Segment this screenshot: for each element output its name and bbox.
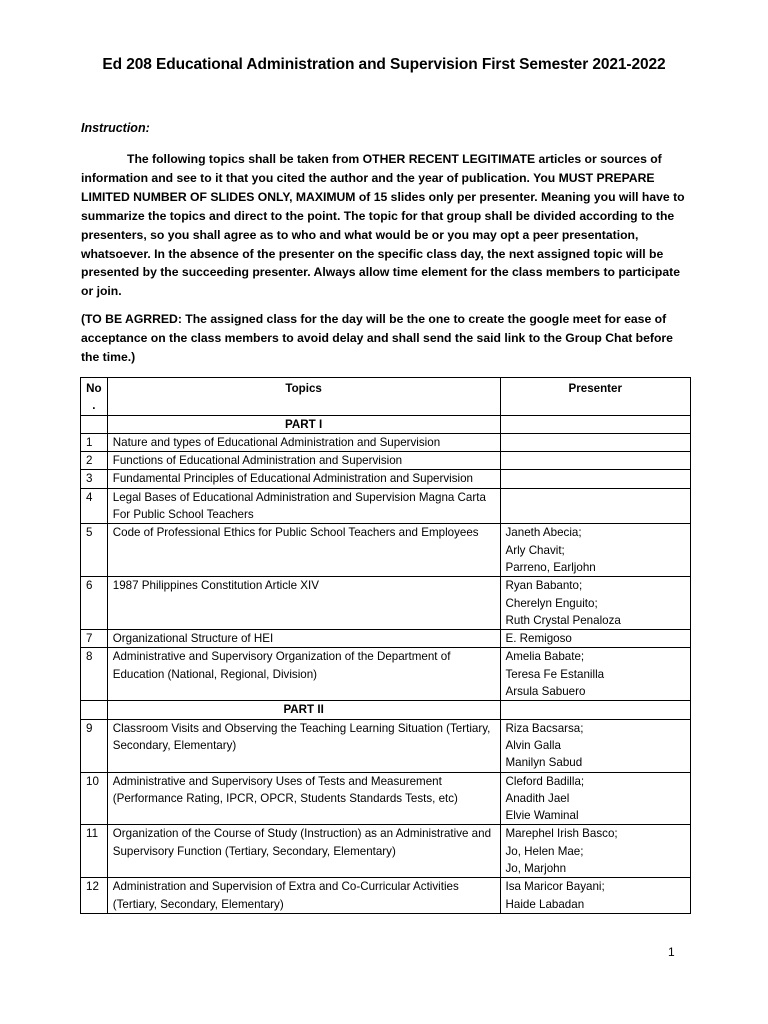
table-row <box>81 433 691 451</box>
row-presenters <box>500 577 691 630</box>
instruction-paragraph: The following topics shall be taken from OTHER RECENT LEGITIMATE articles or sources of information and see to it that you cited the author and the year of publication. You MUST PREPARE LIMITED NUMBER OF SLIDES ONLY, MAXIMUM of 15 slides only per presenter. Meaning you will have to summarize the topics and direct to the point. The topic for that group shall be divided according to the presenters, so you shall agree as to who and what would be or you may opt a peer presentation, whatsoever. In the absence of the presenter on the specific class day, the next assigned topic will be presented by the succeeding presenter. Always allow time element for the class members to participate or join. <box>81 152 685 299</box>
row-presenters <box>500 524 691 577</box>
part-no-cell <box>81 415 108 433</box>
row-presenters <box>500 488 691 524</box>
row-presenters <box>500 452 691 470</box>
part-presenter-cell <box>500 701 691 719</box>
table-row <box>81 452 691 470</box>
agreement-paragraph: (TO BE AGRRED: The assigned class for the day will be the one to create the google meet for ease of acceptance on the class members to avoid delay and shall send the said link to the Group Chat before the time.) <box>81 312 673 364</box>
presenter-name: Jo, Marjohn <box>505 862 567 876</box>
presenter-name: Manilyn Sabud <box>505 756 583 770</box>
row-presenters <box>500 433 691 451</box>
table-row <box>81 878 691 914</box>
presenter-name: Ryan Babanto; <box>505 579 583 593</box>
row-presenters <box>500 878 691 914</box>
part-heading: PART II <box>107 701 500 719</box>
table-row <box>81 630 691 648</box>
presenter-name: Haide Labadan <box>505 897 585 911</box>
row-topic: 1987 Philippines Constitution Article XIV <box>107 577 500 630</box>
presenter-name: Riza Bacsarsa; <box>505 721 584 735</box>
presenter-name: Isa Maricor Bayani; <box>505 880 605 894</box>
table-row <box>81 577 691 630</box>
table-row <box>81 524 691 577</box>
row-topic: Organizational Structure of HEI <box>107 630 500 648</box>
presenter-name: E. Remigoso <box>505 632 572 646</box>
table-row <box>81 470 691 488</box>
row-presenters <box>500 825 691 878</box>
presenter-name: Ruth Crystal Penaloza <box>505 613 621 627</box>
part-row <box>81 415 691 433</box>
presenter-name: Janeth Abecia; <box>505 526 582 540</box>
row-number: 1 <box>81 433 108 451</box>
row-number: 12 <box>81 878 108 914</box>
header-no: No . <box>81 378 108 416</box>
header-presenter: Presenter <box>500 378 691 416</box>
table-row <box>81 648 691 701</box>
row-topic: Fundamental Principles of Educational Administration and Supervision <box>107 470 500 488</box>
table-row <box>81 719 691 772</box>
row-number: 6 <box>81 577 108 630</box>
presenter-name: Amelia Babate; <box>505 650 585 664</box>
row-number: 9 <box>81 719 108 772</box>
row-topic: Functions of Educational Administration and Supervision <box>107 452 500 470</box>
page-number: 1 <box>668 945 675 959</box>
header-topics: Topics <box>107 378 500 416</box>
row-number: 3 <box>81 470 108 488</box>
table-header-row <box>81 378 691 416</box>
table-row <box>81 488 691 524</box>
row-presenters <box>500 719 691 772</box>
row-number: 7 <box>81 630 108 648</box>
row-topic: Organization of the Course of Study (Instruction) as an Administrative and Supervisory Function (Tertiary, Secondary, Elementary) <box>107 825 500 878</box>
presenter-name: Elvie Waminal <box>505 809 579 823</box>
presenter-name: Teresa Fe Estanilla <box>505 667 605 681</box>
row-number: 2 <box>81 452 108 470</box>
presenter-name: Arsula Sabuero <box>505 685 586 699</box>
row-topic: Administration and Supervision of Extra and Co-Curricular Activities (Tertiary, Secondary, Elementary) <box>107 878 500 914</box>
table-row <box>81 772 691 825</box>
presenter-name: Alvin Galla <box>505 738 561 752</box>
row-topic: Administrative and Supervisory Uses of Tests and Measurement (Performance Rating, IPCR, OPCR, Students Standards Tests, etc) <box>107 772 500 825</box>
presenter-name: Jo, Helen Mae; <box>505 844 584 858</box>
presenter-name: Cleford Badilla; <box>505 774 585 788</box>
part-row <box>81 701 691 719</box>
row-topic: Nature and types of Educational Administration and Supervision <box>107 433 500 451</box>
row-topic: Administrative and Supervisory Organization of the Department of Education (National, Regional, Division) <box>107 648 500 701</box>
row-topic: Classroom Visits and Observing the Teaching Learning Situation (Tertiary, Secondary, Elementary) <box>107 719 500 772</box>
row-number: 11 <box>81 825 108 878</box>
table-body <box>81 415 691 913</box>
row-presenters <box>500 630 691 648</box>
presenter-name: Marephel Irish Basco; <box>505 827 618 841</box>
document-title: Ed 208 Educational Administration and Supervision First Semester 2021-2022 <box>102 56 666 73</box>
row-number: 10 <box>81 772 108 825</box>
presenter-name: Cherelyn Enguito; <box>505 596 598 610</box>
row-presenters <box>500 648 691 701</box>
presenter-name: Parreno, Earljohn <box>505 560 596 574</box>
part-no-cell <box>81 701 108 719</box>
row-number: 5 <box>81 524 108 577</box>
row-presenters <box>500 470 691 488</box>
presenter-name: Arly Chavit; <box>505 543 565 557</box>
part-heading: PART I <box>107 415 500 433</box>
row-number: 4 <box>81 488 108 524</box>
part-presenter-cell <box>500 415 691 433</box>
instruction-label: Instruction: <box>81 121 150 135</box>
table-row <box>81 825 691 878</box>
row-topic: Code of Professional Ethics for Public School Teachers and Employees <box>107 524 500 577</box>
presenter-name: Anadith Jael <box>505 791 570 805</box>
row-presenters <box>500 772 691 825</box>
row-number: 8 <box>81 648 108 701</box>
row-topic: Legal Bases of Educational Administration and Supervision Magna Carta For Public School Teachers <box>107 488 500 524</box>
topics-table <box>80 377 691 914</box>
